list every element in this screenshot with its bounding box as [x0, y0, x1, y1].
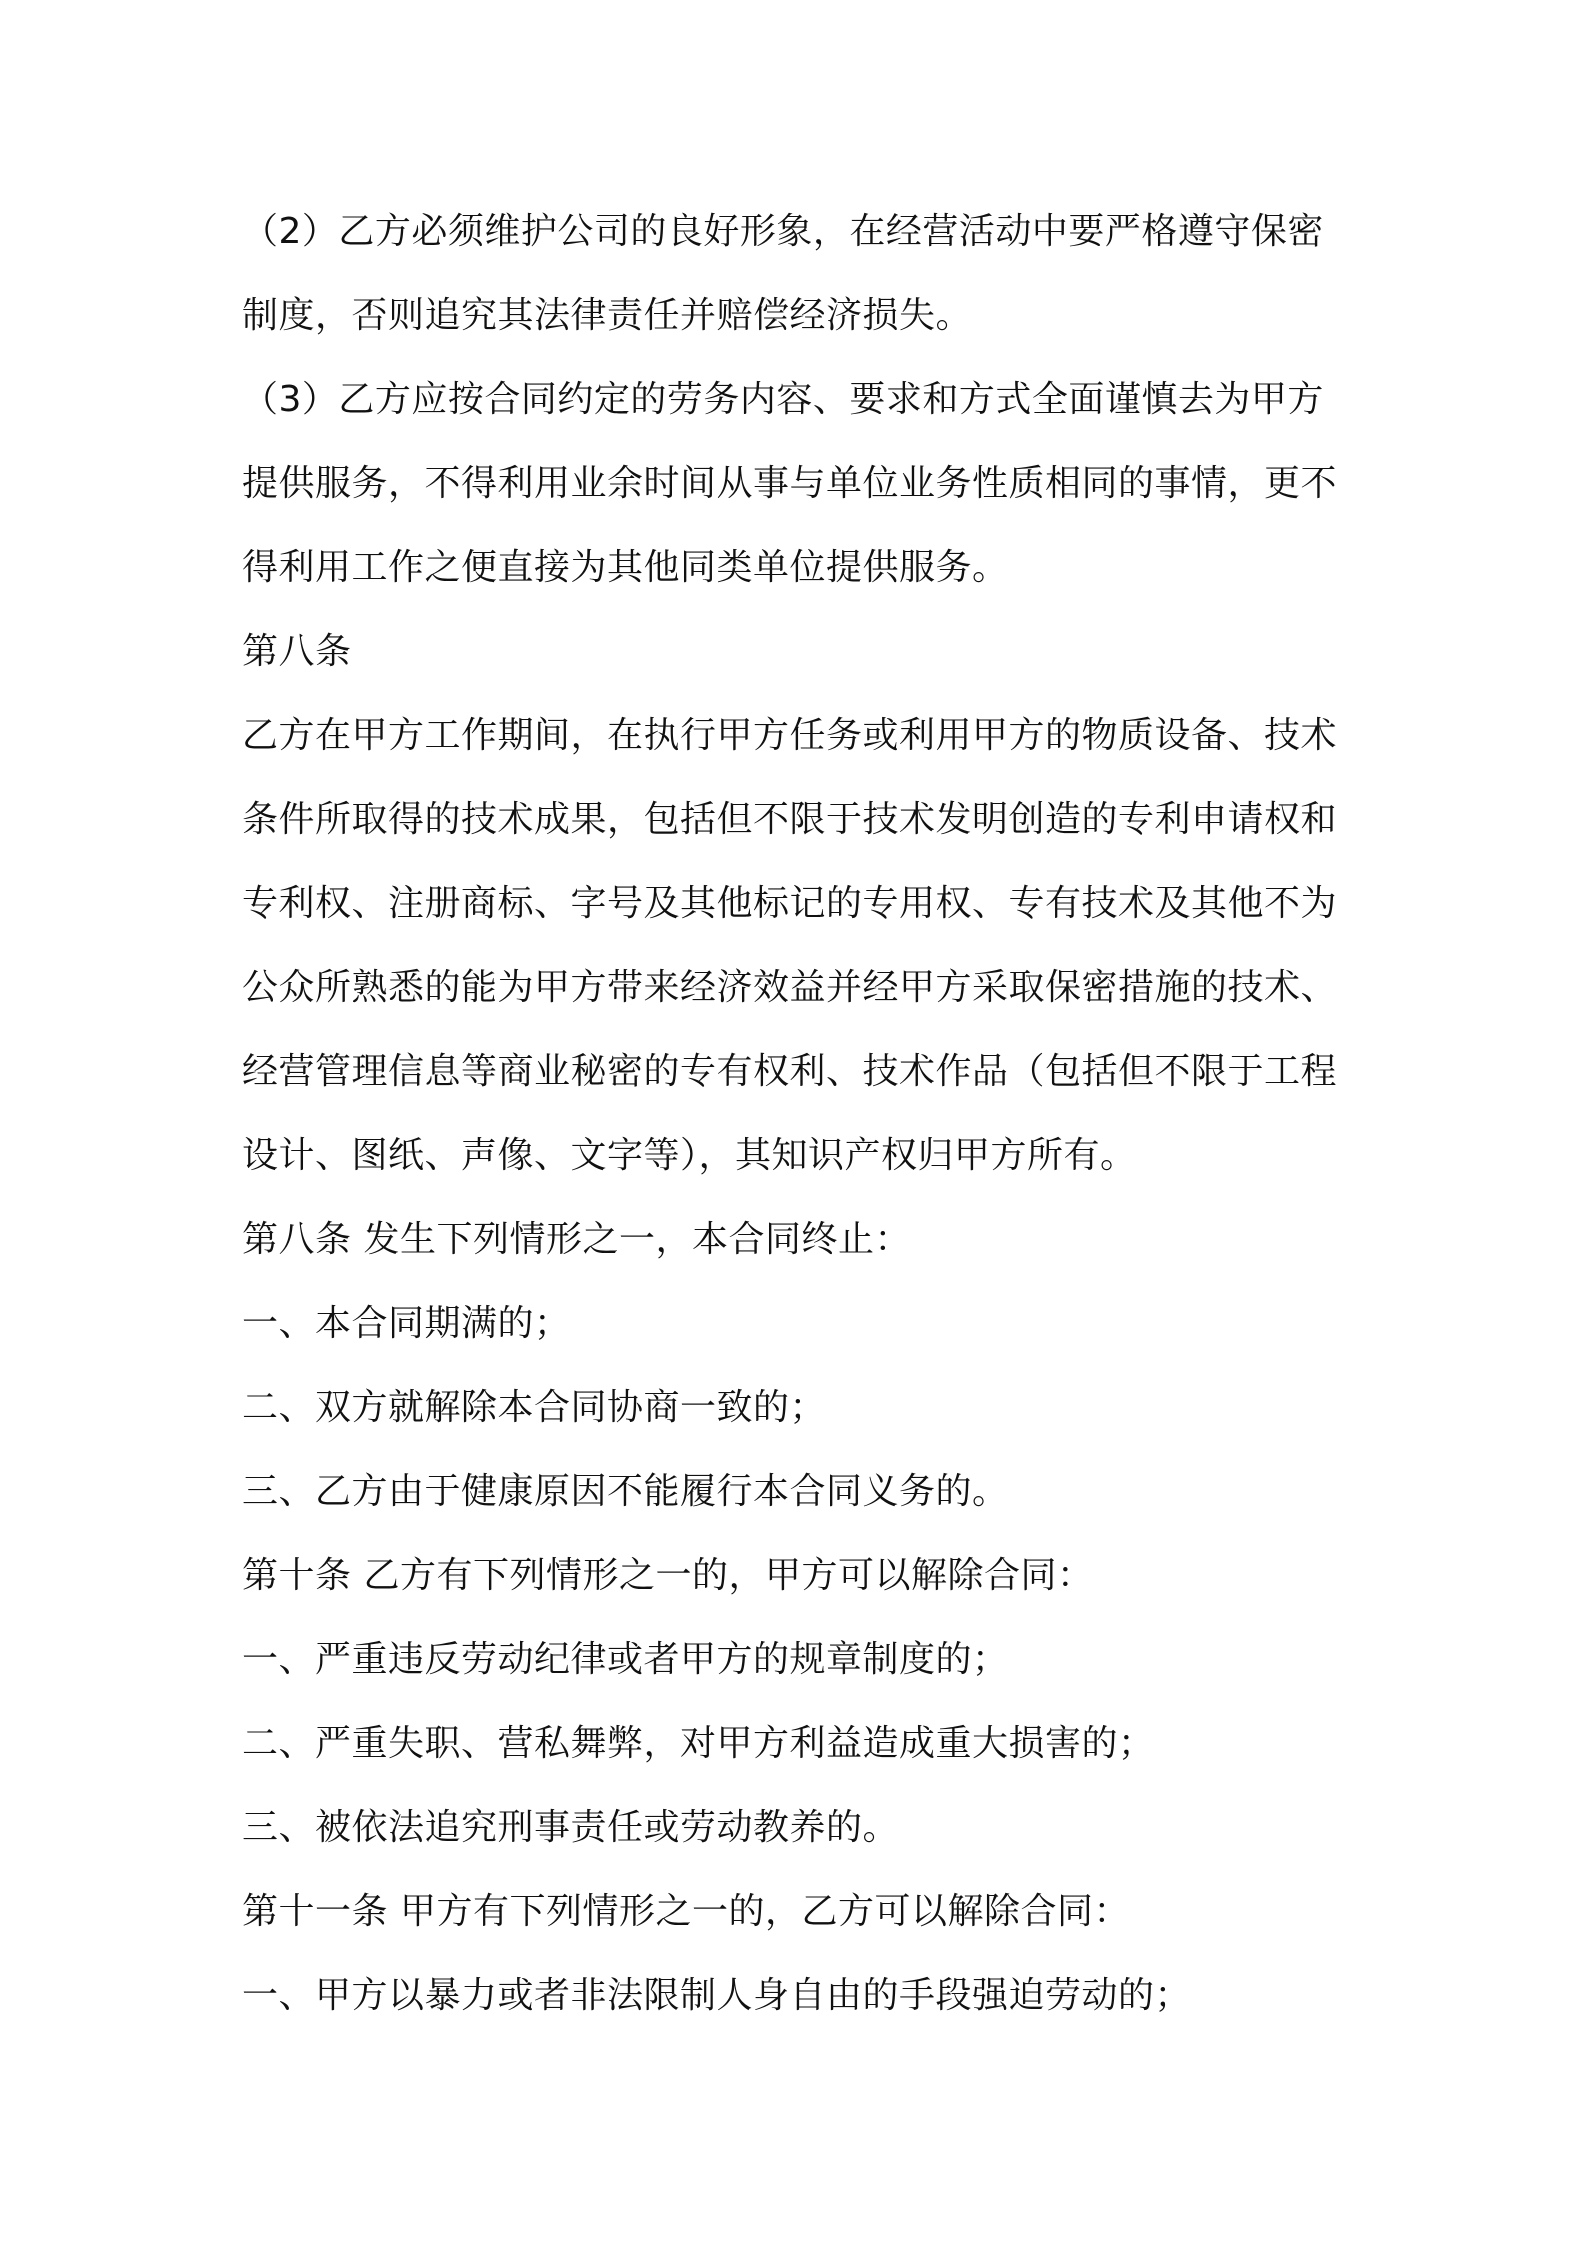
clause-3-line-2: 提供服务，不得利用业余时间从事与单位业务性质相同的事情，更不 [242, 463, 1338, 504]
article-8-heading: 第八条 [242, 631, 352, 672]
article-8-line-1: 乙方在甲方工作期间，在执行甲方任务或利用甲方的物质设备、技术 [242, 715, 1338, 756]
termination-item-2: 二、双方就解除本合同协商一致的； [242, 1387, 827, 1428]
clause-2-line-1: （2）乙方必须维护公司的良好形象，在经营活动中要严格遵守保密 [242, 211, 1324, 252]
clause-2-line-2: 制度，否则追究其法律责任并赔偿经济损失。 [242, 295, 973, 336]
article-10-item-1: 一、严重违反劳动纪律或者甲方的规章制度的； [242, 1639, 1009, 1680]
article-8-line-2: 条件所取得的技术成果，包括但不限于技术发明创造的专利申请权和 [242, 799, 1338, 840]
termination-item-3: 三、乙方由于健康原因不能履行本合同义务的。 [242, 1471, 1009, 1512]
clause-3-line-3: 得利用工作之便直接为其他同类单位提供服务。 [242, 547, 1009, 588]
article-10-item-2: 二、严重失职、营私舞弊，对甲方利益造成重大损害的； [242, 1723, 1155, 1764]
article-8-line-6: 设计、图纸、声像、文字等），其知识产权归甲方所有。 [242, 1135, 1137, 1176]
clause-3-line-1: （3）乙方应按合同约定的劳务内容、要求和方式全面谨慎去为甲方 [242, 379, 1324, 420]
article-11-heading: 第十一条 甲方有下列情形之一的，乙方可以解除合同： [242, 1891, 1130, 1932]
article-8-line-3: 专利权、注册商标、字号及其他标记的专用权、专有技术及其他不为 [242, 883, 1338, 924]
termination-item-1: 一、本合同期满的； [242, 1303, 571, 1344]
article-10-heading: 第十条 乙方有下列情形之一的，甲方可以解除合同： [242, 1555, 1094, 1596]
document-body [242, 190, 1362, 2038]
article-11-item-1: 一、甲方以暴力或者非法限制人身自由的手段强迫劳动的； [242, 1975, 1192, 2016]
article-8-line-4: 公众所熟悉的能为甲方带来经济效益并经甲方采取保密措施的技术、 [242, 967, 1338, 1008]
article-10-item-3: 三、被依法追究刑事责任或劳动教养的。 [242, 1807, 900, 1848]
article-8-line-5: 经营管理信息等商业秘密的专有权利、技术作品（包括但不限于工程 [242, 1051, 1338, 1092]
termination-heading: 第八条 发生下列情形之一，本合同终止： [242, 1219, 911, 1260]
